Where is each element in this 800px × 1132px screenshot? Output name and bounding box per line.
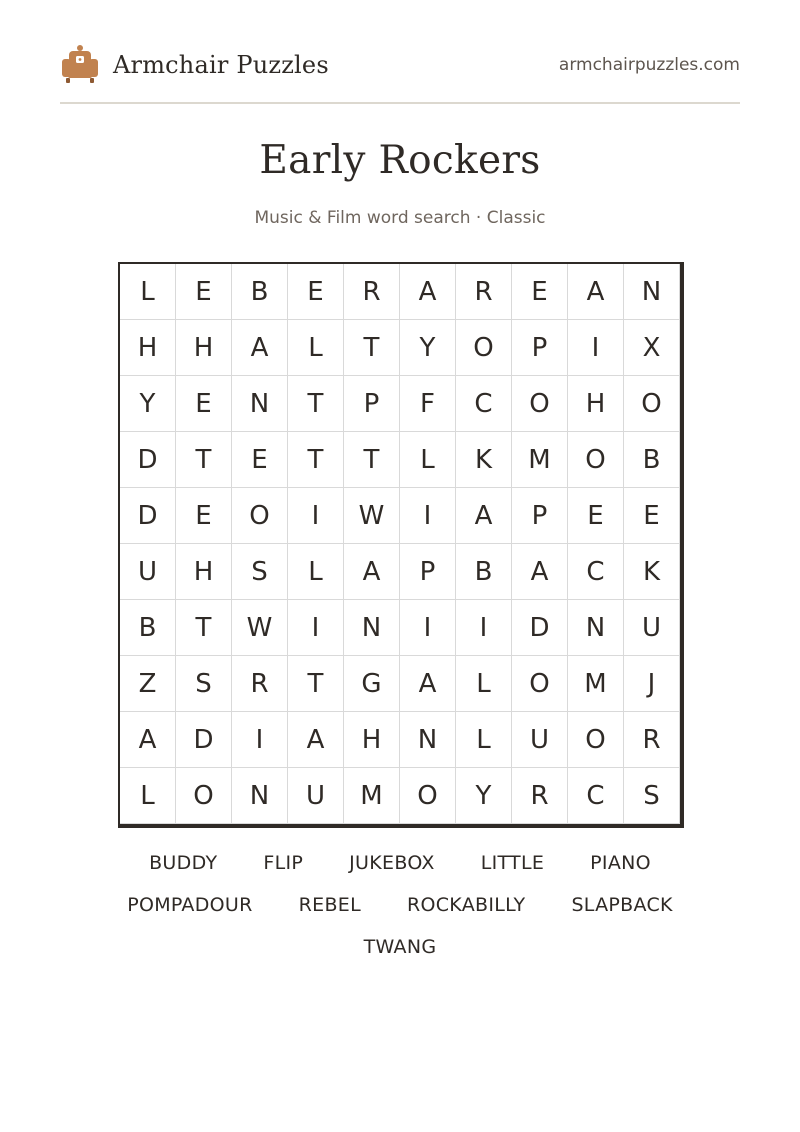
- grid-cell[interactable]: L: [456, 656, 512, 712]
- grid-cell[interactable]: N: [232, 376, 288, 432]
- grid-cell[interactable]: P: [512, 320, 568, 376]
- grid-cell[interactable]: L: [288, 320, 344, 376]
- grid-cell[interactable]: S: [624, 768, 680, 824]
- word-list-item: POMPADOUR: [127, 894, 253, 916]
- header-divider: [60, 102, 740, 104]
- grid-cell[interactable]: O: [232, 488, 288, 544]
- grid-cell[interactable]: I: [400, 600, 456, 656]
- grid-cell[interactable]: E: [176, 488, 232, 544]
- grid-cell[interactable]: H: [120, 320, 176, 376]
- grid-cell[interactable]: E: [176, 376, 232, 432]
- site-url-link[interactable]: armchairpuzzles.com: [558, 55, 740, 75]
- grid-cell[interactable]: A: [400, 264, 456, 320]
- grid-cell[interactable]: K: [624, 544, 680, 600]
- grid-cell[interactable]: O: [512, 376, 568, 432]
- grid-cell[interactable]: R: [344, 264, 400, 320]
- grid-cell[interactable]: T: [176, 600, 232, 656]
- grid-cell[interactable]: D: [120, 432, 176, 488]
- grid-cell[interactable]: O: [456, 320, 512, 376]
- word-list-item: PIANO: [590, 852, 651, 874]
- grid-cell[interactable]: A: [288, 712, 344, 768]
- grid-cell[interactable]: H: [568, 376, 624, 432]
- grid-cell[interactable]: E: [512, 264, 568, 320]
- grid-cell[interactable]: U: [120, 544, 176, 600]
- grid-cell[interactable]: I: [288, 488, 344, 544]
- grid-cell[interactable]: C: [568, 768, 624, 824]
- grid-cell[interactable]: F: [400, 376, 456, 432]
- brand[interactable]: [60, 43, 329, 87]
- grid-cell[interactable]: J: [624, 656, 680, 712]
- grid-cell[interactable]: R: [232, 656, 288, 712]
- grid-cell[interactable]: N: [400, 712, 456, 768]
- page-header: [60, 40, 740, 90]
- word-list-item: FLIP: [263, 852, 304, 874]
- grid-cell[interactable]: O: [568, 712, 624, 768]
- grid-cell[interactable]: B: [624, 432, 680, 488]
- grid-cell[interactable]: A: [232, 320, 288, 376]
- grid-cell[interactable]: A: [456, 488, 512, 544]
- grid-cell[interactable]: O: [568, 432, 624, 488]
- brand-name: Armchair Puzzles: [113, 51, 329, 79]
- grid-cell[interactable]: A: [120, 712, 176, 768]
- grid-cell[interactable]: I: [400, 488, 456, 544]
- grid-cell[interactable]: M: [344, 768, 400, 824]
- puzzle-subtitle: Music & Film word search · Classic: [254, 208, 546, 228]
- grid-cell[interactable]: W: [232, 600, 288, 656]
- word-list-item: REBEL: [298, 894, 361, 916]
- word-list-item: ROCKABILLY: [406, 894, 526, 916]
- puzzle-title: Early Rockers: [259, 138, 541, 183]
- grid-cell[interactable]: N: [232, 768, 288, 824]
- grid-cell[interactable]: H: [176, 320, 232, 376]
- grid-cell[interactable]: M: [512, 432, 568, 488]
- grid-cell[interactable]: E: [232, 432, 288, 488]
- grid-cell[interactable]: H: [344, 712, 400, 768]
- grid-cell[interactable]: O: [400, 768, 456, 824]
- grid-cell[interactable]: U: [288, 768, 344, 824]
- grid-cell[interactable]: T: [288, 432, 344, 488]
- grid-cell[interactable]: O: [624, 376, 680, 432]
- grid-cell[interactable]: R: [456, 264, 512, 320]
- word-list: [100, 850, 700, 960]
- grid-cell[interactable]: L: [288, 544, 344, 600]
- grid-cell[interactable]: N: [568, 600, 624, 656]
- grid-cell[interactable]: N: [624, 264, 680, 320]
- grid-cell[interactable]: A: [568, 264, 624, 320]
- grid-cell[interactable]: H: [176, 544, 232, 600]
- grid-cell[interactable]: P: [344, 376, 400, 432]
- grid-cell[interactable]: X: [624, 320, 680, 376]
- grid-cell[interactable]: L: [120, 264, 176, 320]
- grid-cell[interactable]: I: [288, 600, 344, 656]
- grid-cell[interactable]: Y: [400, 320, 456, 376]
- grid-cell[interactable]: A: [344, 544, 400, 600]
- grid-cell[interactable]: S: [232, 544, 288, 600]
- grid-cell[interactable]: O: [176, 768, 232, 824]
- grid-cell[interactable]: E: [568, 488, 624, 544]
- grid-cell[interactable]: L: [120, 768, 176, 824]
- grid-cell[interactable]: L: [456, 712, 512, 768]
- grid-cell[interactable]: Y: [120, 376, 176, 432]
- grid-cell[interactable]: U: [624, 600, 680, 656]
- grid-cell[interactable]: U: [512, 712, 568, 768]
- word-list-item: BUDDY: [149, 852, 218, 874]
- grid-cell[interactable]: T: [344, 432, 400, 488]
- word-list-item: SLAPBACK: [571, 894, 673, 916]
- armchair-icon: [60, 43, 100, 87]
- grid-cell[interactable]: E: [288, 264, 344, 320]
- grid-cell[interactable]: P: [400, 544, 456, 600]
- grid-cell[interactable]: B: [232, 264, 288, 320]
- grid-cell[interactable]: E: [176, 264, 232, 320]
- grid-cell[interactable]: I: [232, 712, 288, 768]
- grid-cell[interactable]: T: [288, 656, 344, 712]
- grid-cell[interactable]: S: [176, 656, 232, 712]
- grid-cell[interactable]: A: [512, 544, 568, 600]
- grid-cell[interactable]: K: [456, 432, 512, 488]
- grid-cell[interactable]: Y: [456, 768, 512, 824]
- grid-cell[interactable]: C: [568, 544, 624, 600]
- grid-cell[interactable]: L: [400, 432, 456, 488]
- letter-grid: [118, 262, 684, 828]
- grid-cell[interactable]: E: [624, 488, 680, 544]
- grid-cell[interactable]: C: [456, 376, 512, 432]
- word-list-item: JUKEBOX: [349, 852, 435, 874]
- grid-cell[interactable]: T: [288, 376, 344, 432]
- grid-cell[interactable]: W: [344, 488, 400, 544]
- grid-cell[interactable]: T: [176, 432, 232, 488]
- grid-cell[interactable]: M: [568, 656, 624, 712]
- grid-cell[interactable]: B: [120, 600, 176, 656]
- grid-cell[interactable]: D: [176, 712, 232, 768]
- word-list-item: TWANG: [363, 936, 437, 958]
- grid-cell[interactable]: D: [512, 600, 568, 656]
- grid-cell[interactable]: R: [512, 768, 568, 824]
- grid-cell[interactable]: R: [624, 712, 680, 768]
- grid-cell[interactable]: A: [400, 656, 456, 712]
- grid-cell[interactable]: B: [456, 544, 512, 600]
- grid-cell[interactable]: G: [344, 656, 400, 712]
- grid-cell[interactable]: T: [344, 320, 400, 376]
- grid-cell[interactable]: D: [120, 488, 176, 544]
- grid-cell[interactable]: Z: [120, 656, 176, 712]
- grid-cell[interactable]: N: [344, 600, 400, 656]
- grid-cell[interactable]: I: [568, 320, 624, 376]
- grid-cell[interactable]: O: [512, 656, 568, 712]
- word-list-item: LITTLE: [480, 852, 545, 874]
- grid-cell[interactable]: P: [512, 488, 568, 544]
- grid-cell[interactable]: I: [456, 600, 512, 656]
